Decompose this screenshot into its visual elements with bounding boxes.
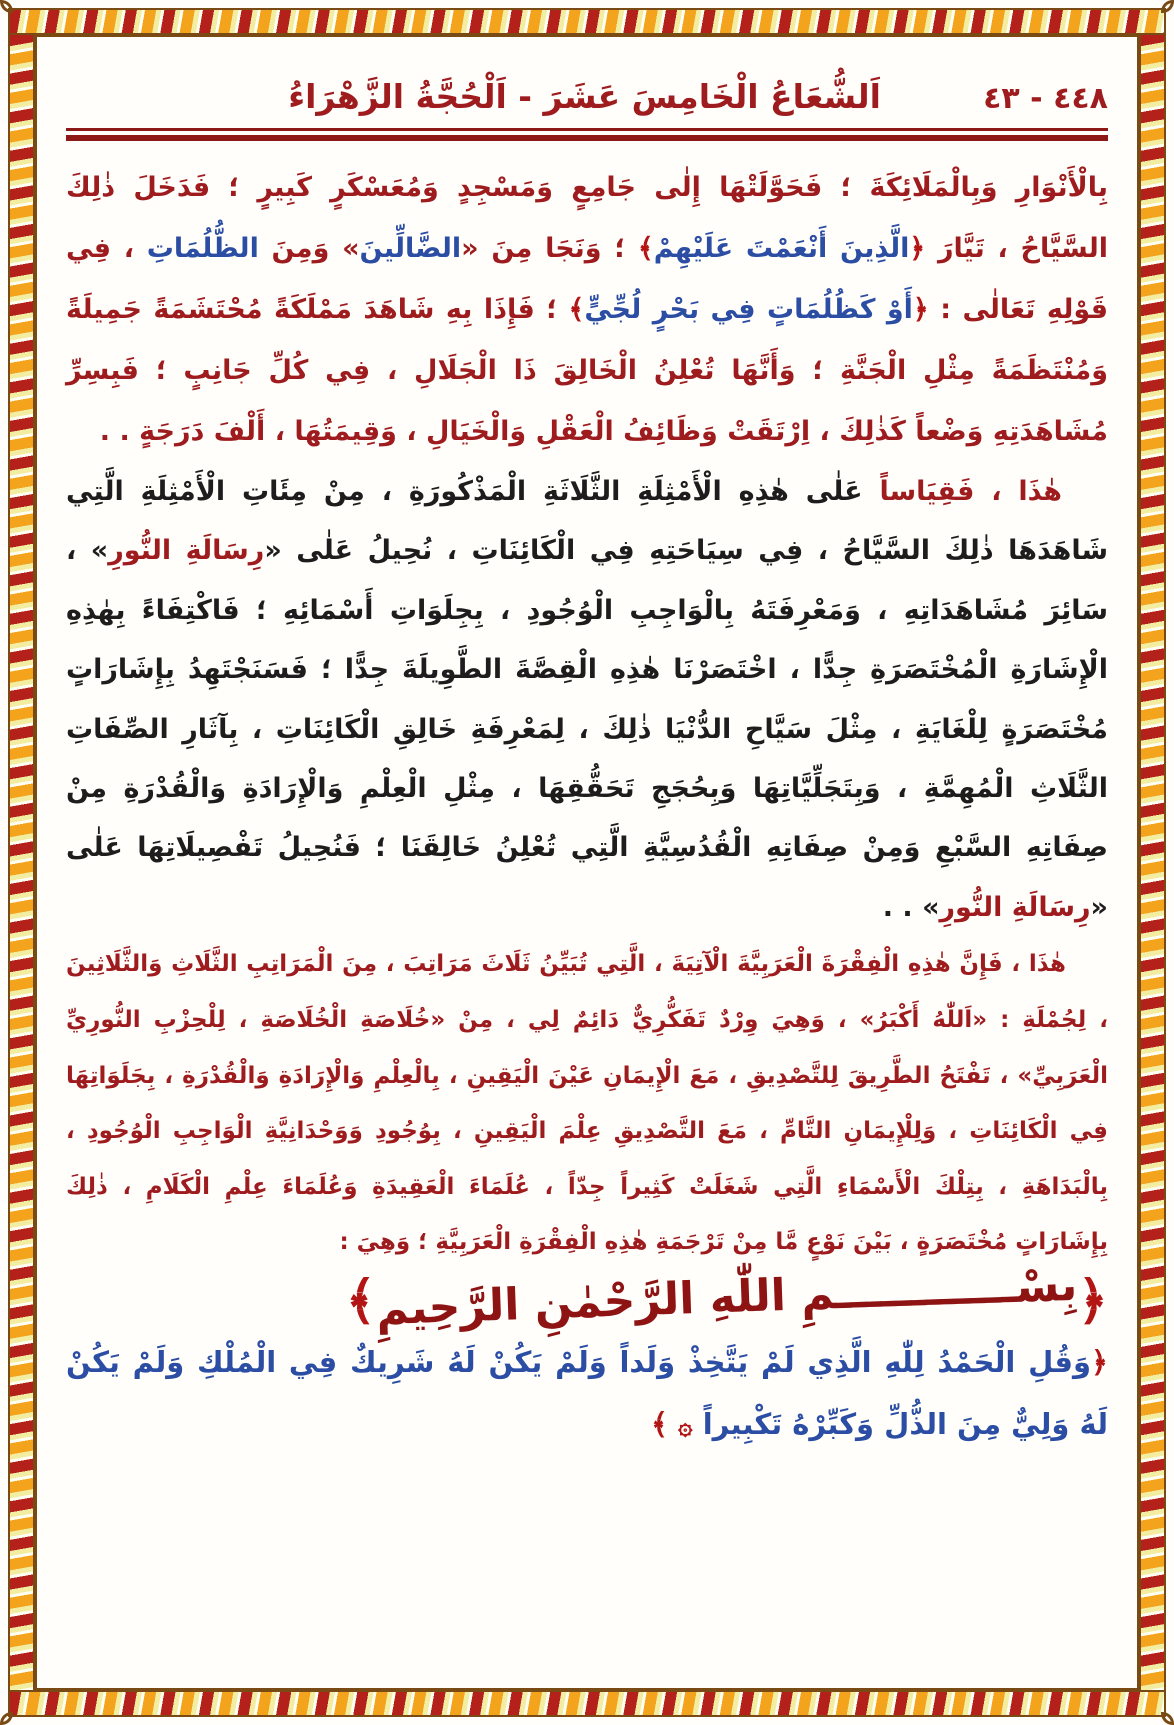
text-segment: الضَّالِّينَ [359,233,462,265]
border-chain-right [1139,33,1166,1692]
text-segment: عَلٰى هٰذِهِ الْأَمْثِلَةِ الثَّلَاثَةِ الْمَذْكُورَةِ ، مِنْ مِئَاتِ الْأَمْثِلَةِ الَّتِي شَاهَدَهَا ذٰلِكَ السَّيَّاحُ ، فِي سِيَاحَتِهِ فِي الْكَائِنَاتِ ، نُحِيلُ عَلٰى « [66,476,1109,567]
text-segment: الَّذِينَ أَنْعَمْتَ عَلَيْهِمْ [653,233,910,265]
quran-bracket-icon: ﴾ [568,294,585,326]
border-chain-bottom [8,1690,1166,1717]
text-segment: هٰذَا ، فَإِنَّ هٰذِهِ الْفِقْرَةَ الْعَرَبِيَّةَ الْآتِيَةَ ، الَّتِي تُبَيِّنُ ثَلَاثَ مَرَاتِبَ ، مِنَ الْمَرَاتِبِ الثَّلَاثِ وَالثَّلَاثِينَ ، لِجُمْلَةِ : «اَللّٰهُ أَكْبَرُ» ، وَهِيَ وِرْدٌ تَفَكُّرِيٌّ دَائِمٌ لِي ، مِنْ «خُلَاصَةِ الْخُلَاصَةِ ، لِلْحِزْبِ النُّورِيِّ الْعَرَبِيِّ» ، تَفْتَحُ الطَّرِيقَ لِلتَّصْدِيقِ ، مَعَ الْإِيمَانِ عَيْنَ الْيَقِينِ ، بِالْعِلْمِ وَالْإِرَادَةِ وَالْقُدْرَةِ ، بِجَلَوَاتِهَا فِي الْكَائِنَاتِ ، وَلِلْإِيمَانِ التَّامِّ ، مَعَ التَّصْدِيقِ عِلْمَ الْيَقِينِ ، بِوُجُودِ وَوَحْدَانِيَّةِ الْوَاجِبِ الْوُجُودِ ، بِالْبَدَاهَةِ ، بِتِلْكَ الْأَسْمَاءِ الَّتِي شَغَلَتْ كَثِيراً جِدّاً ، عُلَمَاءَ الْعَقِيدَةِ وَعُلَمَاءَ عِلْمِ الْكَلَامِ ، ذٰلِكَ بِإِشَارَاتٍ مُخْتَصَرَةٍ ، بَيْنَ نَوْعٍ مَّا مِنْ تَرْجَمَةِ هٰذِهِ الْفِقْرَةِ الْعَرَبِيَّةِ ؛ وَهِيَ : [66,951,1108,1256]
text-segment: بِالْأَنْوَارِ وَبِالْمَلَائِكَةَ ؛ فَحَوَّلَتْهَا إِلٰى جَامِعٍ وَمَسْجِدٍ وَمُعَسْكَرٍ كَبِيرٍ ؛ فَدَخَلَ ذٰلِكَ السَّيَّاحُ ، تَيَّارَ [66,172,1109,265]
quran-bracket-icon: ﴿ [1077,1271,1108,1332]
page-title: اَلشُّعَاعُ الْخَامِسَ عَشَرَ - اَلْحُجَّةُ الزَّهْرَاءُ [288,77,881,116]
quran-bracket-icon: ﴾ [637,233,654,265]
text-segment: » ، سَائِرَ مُشَاهَدَاتِهِ ، وَمَعْرِفَتَهُ بِالْوَاجِبِ الْوُجُودِ ، بِجِلَوَاتِ أَسْمَائِهِ ؛ فَاكْتِفَاءً بِهٰذِهِ الْإِشَارَةِ الْمُخْتَصَرَةِ جِدًّا ، اخْتَصَرْنَا هٰذِهِ الْقِصَّةَ الطَّوِيلَةَ جِدًّا ؛ فَسَنَجْتَهِدُ بِإِشَارَاتٍ مُخْتَصَرَةٍ لِلْغَايَةِ ، مِثْلَ سَيَّاحِ الدُّنْيَا ذٰلِكَ ، لِمَعْرِفَةِ خَالِقِ الْكَائِنَاتِ ، بِآثَارِ الصِّفَاتِ الثَّلَاثِ الْمُهِمَّةِ ، وَبِتَجَلِّيَّاتِهَا وَبِحُجَجِ تَحَقُّقِهَا ، مِثْلِ الْعِلْمِ وَالْإِرَادَةِ وَالْقُدْرَةِ مِنْ صِفَاتِهِ السَّبْعِ وَمِنْ صِفَاتِهِ الْقُدُسِيَّةِ الَّتِي تُعْلِنُ خَالِقَنَا ؛ فَنُحِيلُ تَفْصِيلَاتِهَا عَلٰى « [66,535,1108,923]
quran-bracket-icon: ﴿ [912,294,929,326]
text-segment: » . . [882,891,940,923]
text-segment: بِسْــــــــــــمِ اللّٰهِ الرَّحْمٰنِ الرَّحِيمِ [375,1259,1079,1336]
text-segment: رِسَالَةِ النُّورِ [939,891,1091,923]
quran-bracket-icon: ﴿ [1091,1345,1108,1380]
border-chain-top [8,8,1166,35]
page-number: ٤٤٨ - ٤٣ [983,81,1108,116]
quran-bracket-icon: ﴾ [345,1271,377,1332]
quran-bracket-icon: ﴿ [909,233,926,265]
quran-bracket-icon: ﴾ [651,1407,679,1442]
text-segment: الظُّلُمَاتِ [146,233,259,265]
border-chain-left [8,33,35,1692]
text-segment: ، فِي قَوْلِهِ تَعَالٰى : [66,233,1108,326]
text-segment: ؛ فَإِذَا بِهِ شَاهَدَ مَمْلَكَةً مُحْتَشَمَةً جَمِيلَةً وَمُنْتَظَمَةً مِثْلِ الْجَنَّةِ ؛ وَأَنَّهَا تُعْلِنُ الْخَالِقَ ذَا الْجَلَالِ ، فِي كُلِّ جَانِبٍ ؛ فَبِسِرِّ مُشَاهَدَتِهِ وَضْعاً كَذٰلِكَ ، اِرْتَقَتْ وَظَائِفُ الْعَقْلِ وَالْخَيَالِ ، وَقِيمَتُهَا ، أَلْفَ دَرَجَةٍ . . [66,294,1108,448]
closing-verse [66,1331,1108,1456]
text-segment: أَوْ كَظُلُمَاتٍ فِي بَحْرٍ لُجِّيٍّ [584,294,913,326]
paragraph-1 [66,157,1108,462]
header-double-rule [66,128,1108,141]
text-segment: » وَمِنَ [258,233,360,265]
verse-end-rosette-icon: ۞ [678,1411,693,1441]
body-text [66,157,1108,1456]
corner-ornament-icon [0,0,13,13]
page-header [66,50,1108,116]
text-segment: وَقُلِ الْحَمْدُ لِلّٰهِ الَّذِي لَمْ يَتَّخِذْ وَلَداً وَلَمْ يَكُنْ لَهُ شَرِيكٌ فِي الْمُلْكِ وَلَمْ يَكُنْ لَهُ وَلِيٌّ مِنَ الذُّلِّ وَكَبِّرْهُ تَكْبِيراً [66,1345,1108,1442]
corner-ornament-icon [1161,0,1174,13]
paragraph-2 [66,462,1108,937]
text-segment: ؛ وَنَجَا مِنَ « [461,233,638,265]
text-segment: هٰذَا ، فَقِيَاساً [862,476,1063,508]
paragraph-3 [66,937,1108,1271]
bismillah [66,1259,1108,1336]
corner-ornament-icon [1161,1712,1174,1725]
page-content [66,50,1108,1683]
text-segment: رِسَالَةِ النُّورِ [108,535,265,567]
corner-ornament-icon [0,1712,13,1725]
